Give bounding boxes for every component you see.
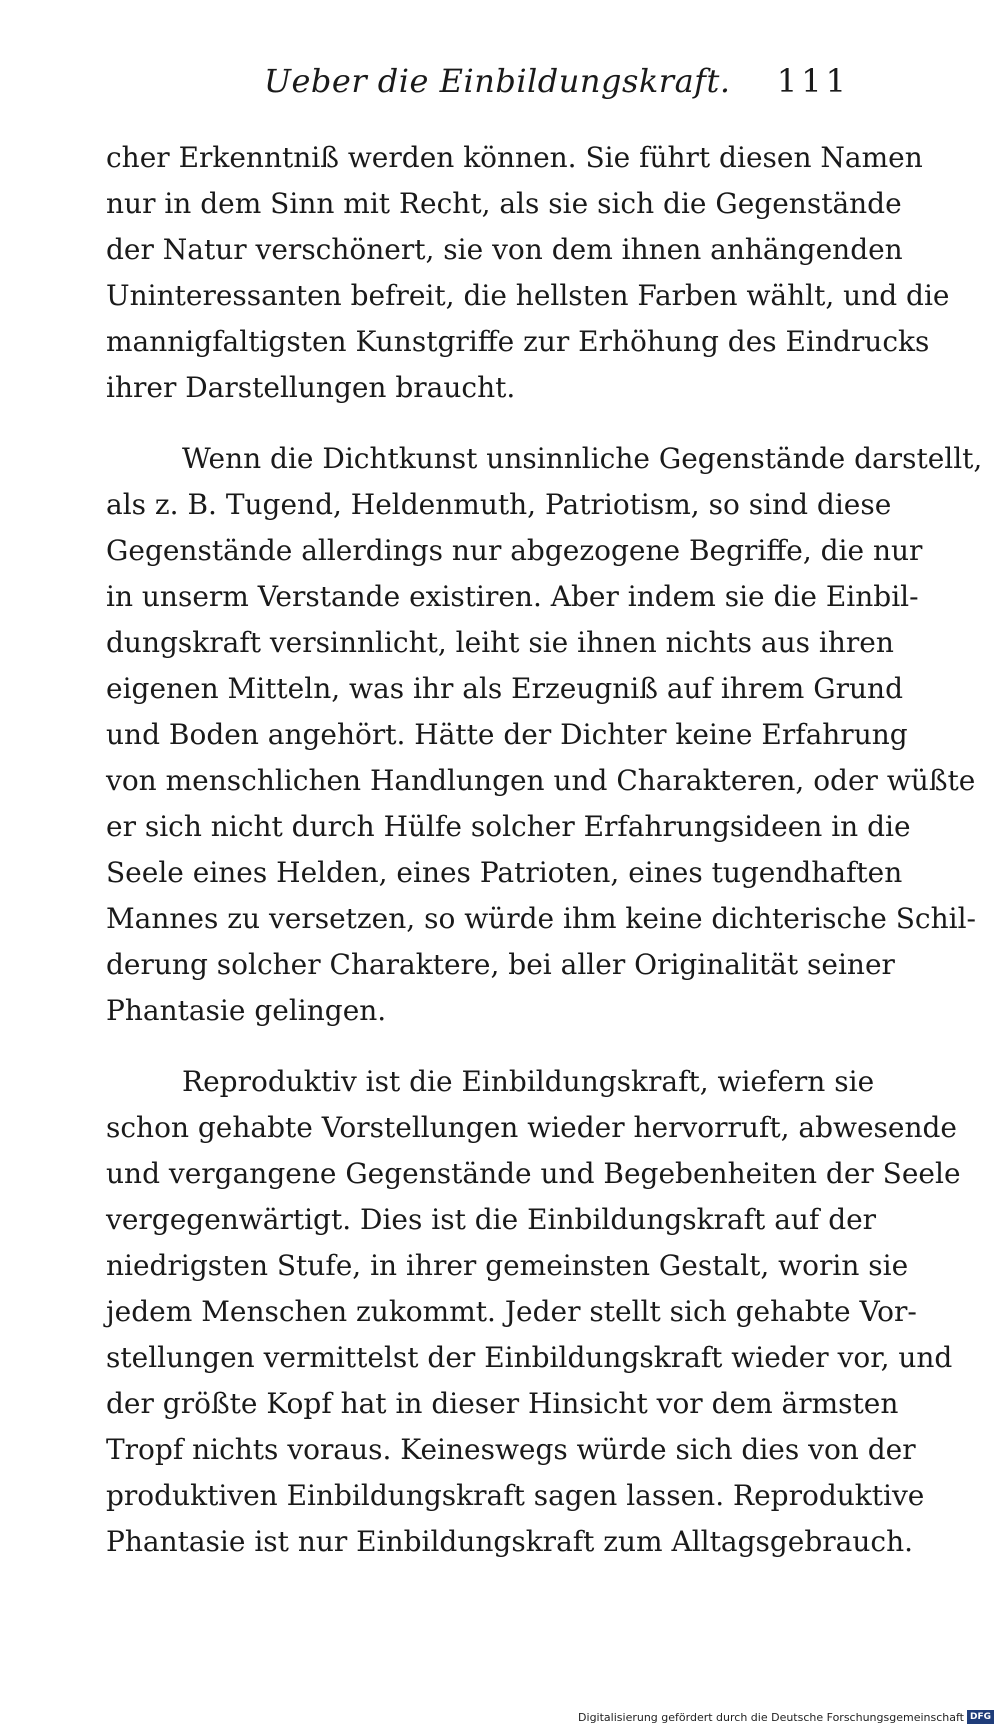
- running-title: Ueber die Einbildungskraft.: [264, 62, 731, 100]
- paragraph-gap: [106, 411, 850, 436]
- text-line: ihrer Darstellungen braucht.: [106, 371, 516, 404]
- text-line: Wenn die Dichtkunst unsinnliche Gegenstände darstellt,: [182, 442, 983, 475]
- text-line: er sich nicht durch Hülfe solcher Erfahrungsideen in die: [106, 810, 911, 843]
- text-line: derung solcher Charaktere, bei aller Originalität seiner: [106, 948, 895, 981]
- paragraph-3: [106, 1059, 961, 1565]
- text-line: Seele eines Helden, eines Patrioten, eines tugendhaften: [106, 856, 903, 889]
- text-line: mannigfaltigsten Kunstgriffe zur Erhöhung des Eindrucks: [106, 325, 930, 358]
- text-line: in unserm Verstande existiren. Aber indem sie die Einbil-: [106, 580, 919, 613]
- text-line: jedem Menschen zukommt. Jeder stellt sich gehabte Vor-: [106, 1295, 917, 1328]
- text-line: Tropf nichts voraus. Keineswegs würde sich dies von der: [106, 1433, 916, 1466]
- body-text: [106, 135, 983, 1565]
- text-line: und Boden angehört. Hätte der Dichter keine Erfahrung: [106, 718, 908, 751]
- text-line: schon gehabte Vorstellungen wieder hervorruft, abwesende: [106, 1111, 958, 1144]
- text-line: Uninteressanten befreit, die hellsten Farben wählt, und die: [106, 279, 950, 312]
- text-line: stellungen vermittelst der Einbildungskraft wieder vor, und: [106, 1341, 953, 1374]
- text-line: von menschlichen Handlungen und Charakteren, oder wüßte: [106, 764, 976, 797]
- text-line: cher Erkenntniß werden können. Sie führt diesen Namen: [106, 141, 923, 174]
- text-line: der größte Kopf hat in dieser Hinsicht vor dem ärmsten: [106, 1387, 899, 1420]
- text-line: Mannes zu versetzen, so würde ihm keine dichterische Schil-: [106, 902, 976, 935]
- text-line: Gegenstände allerdings nur abgezogene Begriffe, die nur: [106, 534, 923, 567]
- text-line: nur in dem Sinn mit Recht, als sie sich die Gegenstände: [106, 187, 902, 220]
- text-line: Phantasie ist nur Einbildungskraft zum Alltagsgebrauch.: [106, 1525, 914, 1558]
- text-line: Reproduktiv ist die Einbildungskraft, wiefern sie: [182, 1065, 875, 1098]
- paragraph-2: [106, 436, 983, 1034]
- page-number: 111: [776, 62, 850, 100]
- page-header: [106, 62, 850, 112]
- paragraph-1: [106, 135, 950, 411]
- text-line: produktiven Einbildungskraft sagen lassen. Reproduktive: [106, 1479, 925, 1512]
- paragraph-gap: [106, 1034, 850, 1059]
- dfg-logo: DFG: [967, 1710, 994, 1724]
- text-line: niedrigsten Stufe, in ihrer gemeinsten Gestalt, worin sie: [106, 1249, 909, 1282]
- text-line: eigenen Mitteln, was ihr als Erzeugniß auf ihrem Grund: [106, 672, 903, 705]
- credit-text: Digitalisierung gefördert durch die Deutsche Forschungsgemeinschaft: [578, 1710, 964, 1724]
- text-line: dungskraft versinnlicht, leiht sie ihnen nichts aus ihren: [106, 626, 894, 659]
- text-line: vergegenwärtigt. Dies ist die Einbildungskraft auf der: [106, 1203, 877, 1236]
- digitization-credit: [578, 1710, 994, 1724]
- text-line: Phantasie gelingen.: [106, 994, 387, 1027]
- text-line: der Natur verschönert, sie von dem ihnen anhängenden: [106, 233, 903, 266]
- text-line: als z. B. Tugend, Heldenmuth, Patriotism, so sind diese: [106, 488, 892, 521]
- text-line: und vergangene Gegenstände und Begebenheiten der Seele: [106, 1157, 961, 1190]
